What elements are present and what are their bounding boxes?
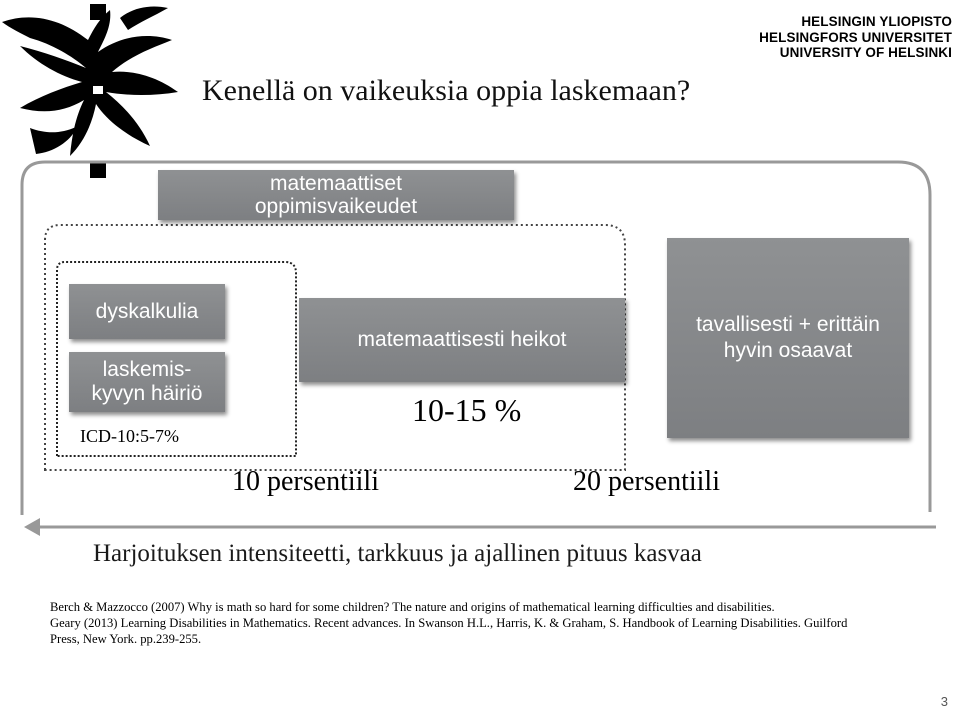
icd-label: ICD-10:5-7% [80, 426, 179, 446]
slide-title: Kenellä on vaikeuksia oppia laskemaan? [202, 74, 691, 107]
box-matemaattisesti-heikot [299, 298, 625, 382]
box-oppimisvaikeudet [158, 170, 514, 220]
box-dyskalkulia [69, 284, 225, 339]
reference-line: Press, New York. pp.239-255. [50, 632, 202, 646]
university-name-en: UNIVERSITY OF HELSINKI [779, 45, 952, 60]
page-number: 3 [940, 694, 948, 709]
university-name-fi: HELSINGIN YLIOPISTO [801, 14, 952, 29]
box-laskemiskyvyn-hairio [69, 352, 225, 412]
box-heikot-label: matemaattisesti heikot [357, 328, 567, 351]
percentile-20-label: 20 persentiili [573, 466, 720, 497]
percent-label: 10-15 % [412, 392, 522, 428]
box-laskemiskyvyn-label: laskemis- kyvyn häiriö [91, 358, 203, 405]
box-osaavat [667, 238, 909, 438]
percentile-10-label: 10 persentiili [232, 466, 379, 497]
box-dyskalkulia-label: dyskalkulia [95, 299, 199, 323]
reference-line: Geary (2013) Learning Disabilities in Mathematics. Recent advances. In Swanson H.L., Harris, K. & Graham, S. Handbook of Learning Disabilities. Guilford [50, 616, 848, 630]
box-osaavat-label: tavallisesti + erittäin hyvin osaavat [696, 313, 880, 362]
box-oppimisvaikeudet-label: matemaattiset oppimisvaikeudet [254, 172, 418, 218]
arrow-head-icon [24, 518, 40, 536]
training-intensity-label: Harjoituksen intensiteetti, tarkkuus ja ajallinen pituus kasvaa [93, 540, 702, 567]
university-name-sv: HELSINGFORS UNIVERSITET [759, 29, 952, 45]
reference-line: Berch & Mazzocco (2007) Why is math so hard for some children? The nature and origins of mathematical learning difficulties and disabilities. [50, 600, 775, 614]
references [50, 599, 950, 647]
